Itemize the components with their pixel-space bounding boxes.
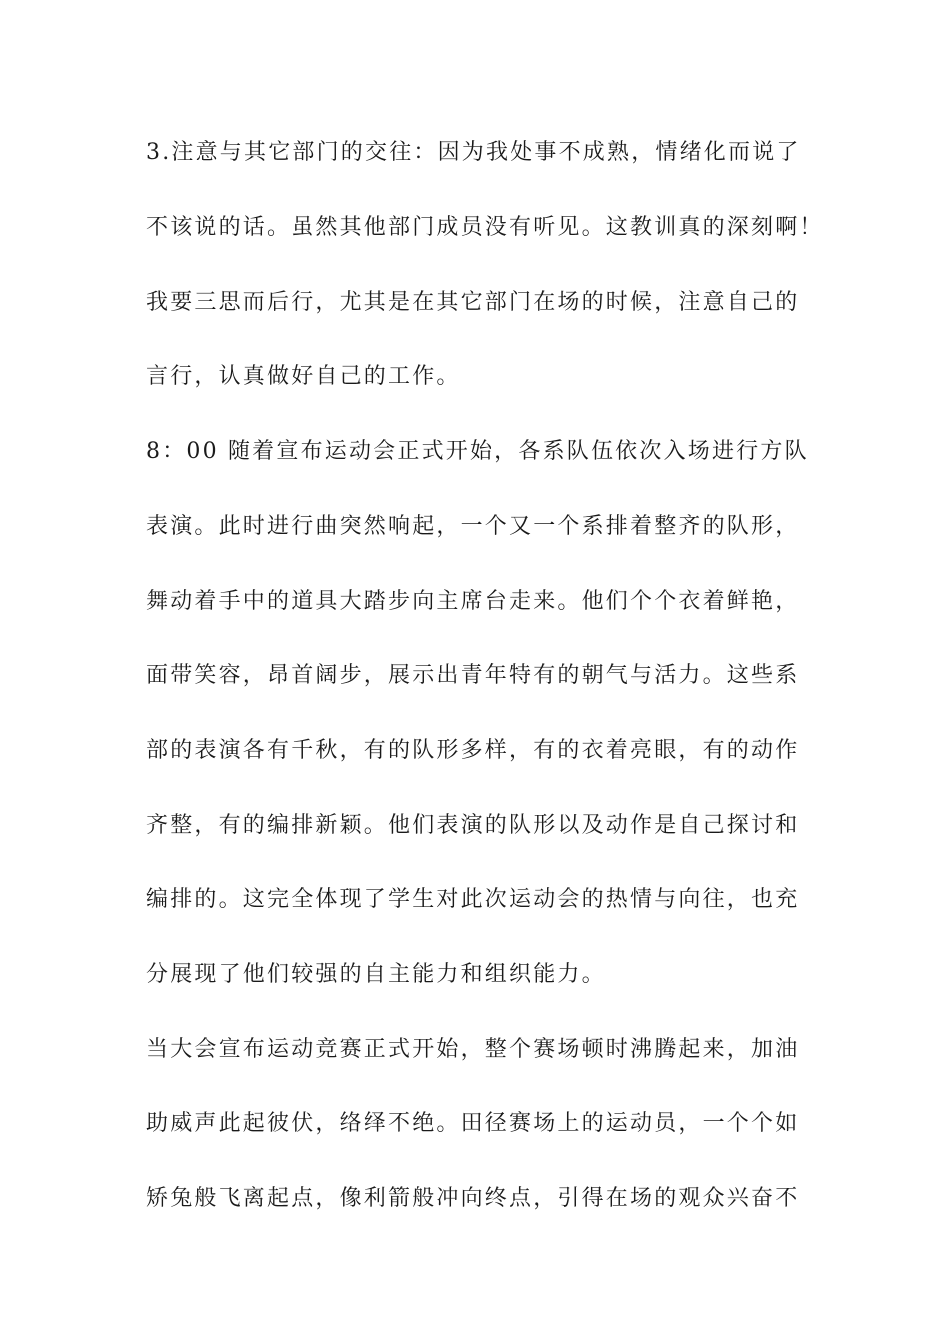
paragraph-2-line-5: 部的表演各有千秋，有的队形多样，有的衣着亮眼，有的动作 [146, 738, 800, 763]
paragraph-3-line-3: 矫兔般飞离起点，像利箭般冲向终点，引得在场的观众兴奋不 [146, 1186, 800, 1211]
paragraph-2-line-6: 齐整，有的编排新颖。他们表演的队形以及动作是自己探讨和 [146, 813, 800, 838]
paragraph-2-line-8: 分展现了他们较强的自主能力和组织能力。 [146, 962, 606, 987]
paragraph-1-line-2: 不该说的话。虽然其他部门成员没有听见。这教训真的深刻啊！ [146, 215, 824, 240]
paragraph-1-line-4: 言行，认真做好自己的工作。 [146, 364, 461, 389]
paragraph-1-line-3: 我要三思而后行，尤其是在其它部门在场的时候，注意自己的 [146, 290, 800, 315]
paragraph-1-line-1: 3.注意与其它部门的交往：因为我处事不成熟，情绪化而说了 [146, 140, 801, 165]
paragraph-2-line-4: 面带笑容，昂首阔步，展示出青年特有的朝气与活力。这些系 [146, 663, 800, 688]
paragraph-3-line-1: 当大会宣布运动竞赛正式开始，整个赛场顿时沸腾起来，加油 [146, 1037, 800, 1062]
paragraph-2-line-7: 编排的。这完全体现了学生对此次运动会的热情与向往，也充 [146, 887, 800, 912]
paragraph-2-line-1: 8：00 随着宣布运动会正式开始，各系队伍依次入场进行方队 [146, 439, 809, 464]
paragraph-3-line-2: 助威声此起彼伏，络绎不绝。田径赛场上的运动员，一个个如 [146, 1111, 800, 1136]
paragraph-2-line-3: 舞动着手中的道具大踏步向主席台走来。他们个个衣着鲜艳， [146, 589, 800, 614]
paragraph-2-line-2: 表演。此时进行曲突然响起，一个又一个系排着整齐的队形， [146, 514, 800, 539]
